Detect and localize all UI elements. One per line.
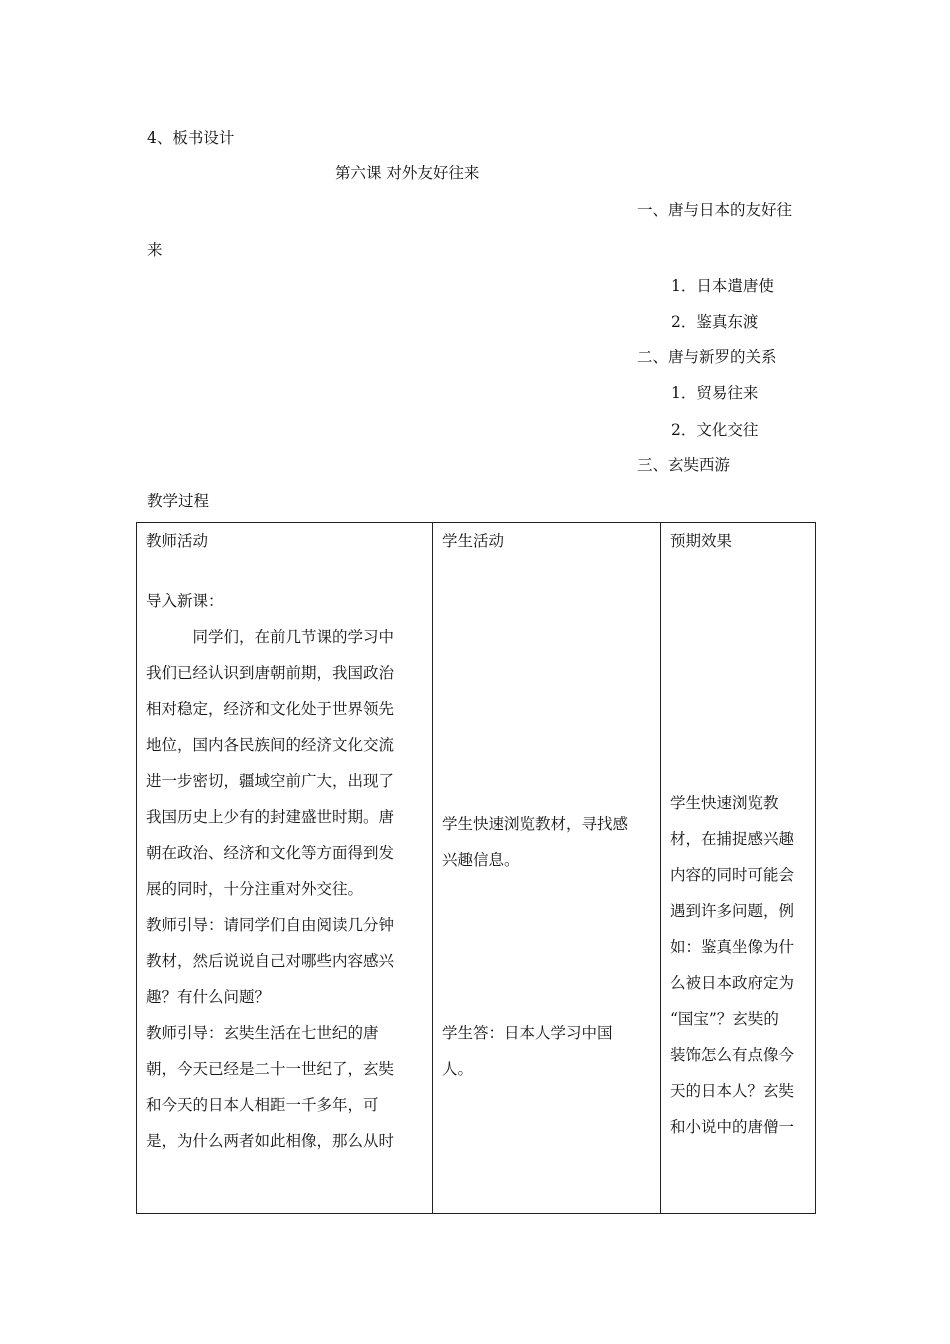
effect-line: 如：鉴真坐像为什	[670, 938, 795, 956]
guide2-line: 教师引导：玄奘生活在七世纪的唐	[146, 1024, 379, 1042]
board-item-1-sub-2: 2．鉴真东渡	[671, 313, 759, 331]
guide1-line: 趣？有什么问题？	[146, 988, 271, 1006]
effect-line: 内容的同时可能会	[670, 866, 795, 884]
effect-line: 装饰怎么有点像今	[670, 1046, 795, 1064]
expected-effect-cell	[661, 523, 816, 1214]
board-item-2-sub-2: 2．文化交往	[671, 421, 759, 439]
intro-line: 朝在政治、经济和文化等方面得到发	[146, 844, 395, 862]
intro-line: 同学们，在前几节课的学习中	[146, 628, 395, 646]
effect-line: 么被日本政府定为	[670, 974, 795, 992]
board-item-1: 一、唐与日本的友好往	[637, 201, 793, 219]
effect-line: “国宝”？玄奘的	[670, 1010, 779, 1028]
board-item-3: 三、玄奘西游	[637, 456, 731, 474]
student-answer-line: 人。	[442, 1060, 474, 1078]
effect-line: 天的日本人？玄奘	[670, 1082, 795, 1100]
effect-line: 材，在捕捉感兴趣	[670, 830, 795, 848]
guide2-line: 朝，今天已经是二十一世纪了，玄奘	[146, 1060, 395, 1078]
effect-line: 和小说中的唐僧一	[670, 1118, 795, 1136]
student-activity-line: 兴趣信息。	[442, 851, 520, 869]
student-activity-line: 学生快速浏览教材，寻找感	[442, 815, 629, 833]
student-activity-cell	[433, 523, 661, 1214]
student-answer-line: 学生答：日本人学习中国	[442, 1024, 613, 1042]
effect-line: 学生快速浏览教	[670, 794, 779, 812]
intro-line: 进一步密切，疆域空前广大，出现了	[146, 772, 395, 790]
intro-line: 地位，国内各民族间的经济文化交流	[146, 736, 395, 754]
guide2-line: 是，为什么两者如此相像，那么从时	[146, 1132, 395, 1150]
intro-line: 相对稳定，经济和文化处于世界领先	[146, 700, 395, 718]
guide2-line: 和今天的日本人相距一千多年，可	[146, 1096, 379, 1114]
board-item-1-sub-1: 1．日本遣唐使	[671, 277, 774, 295]
student-activity-header: 学生活动	[442, 532, 505, 550]
intro-label: 导入新课：	[146, 592, 224, 610]
lesson-title: 第六课 对外友好往来	[335, 164, 480, 182]
board-item-2: 二、唐与新罗的关系	[637, 348, 777, 366]
teacher-activity-cell	[137, 523, 433, 1214]
guide1-line: 教材，然后说说自己对哪些内容感兴	[146, 952, 395, 970]
effect-line: 遇到许多问题，例	[670, 902, 795, 920]
teacher-activity-header: 教师活动	[146, 532, 209, 550]
board-item-2-sub-1: 1．贸易往来	[671, 384, 759, 402]
intro-line: 我们已经认识到唐朝前期，我国政治	[146, 664, 395, 682]
guide1-line: 教师引导：请同学们自由阅读几分钟	[146, 916, 395, 934]
intro-line: 我国历史上少有的封建盛世时期。唐	[146, 808, 395, 826]
process-heading: 教学过程	[147, 492, 210, 510]
teaching-process-table	[136, 522, 816, 1214]
board-item-1-continued: 来	[147, 241, 163, 259]
board-design-heading: 4、板书设计	[147, 129, 235, 147]
intro-line: 展的同时，十分注重对外交往。	[146, 880, 364, 898]
expected-effect-header: 预期效果	[670, 532, 733, 550]
